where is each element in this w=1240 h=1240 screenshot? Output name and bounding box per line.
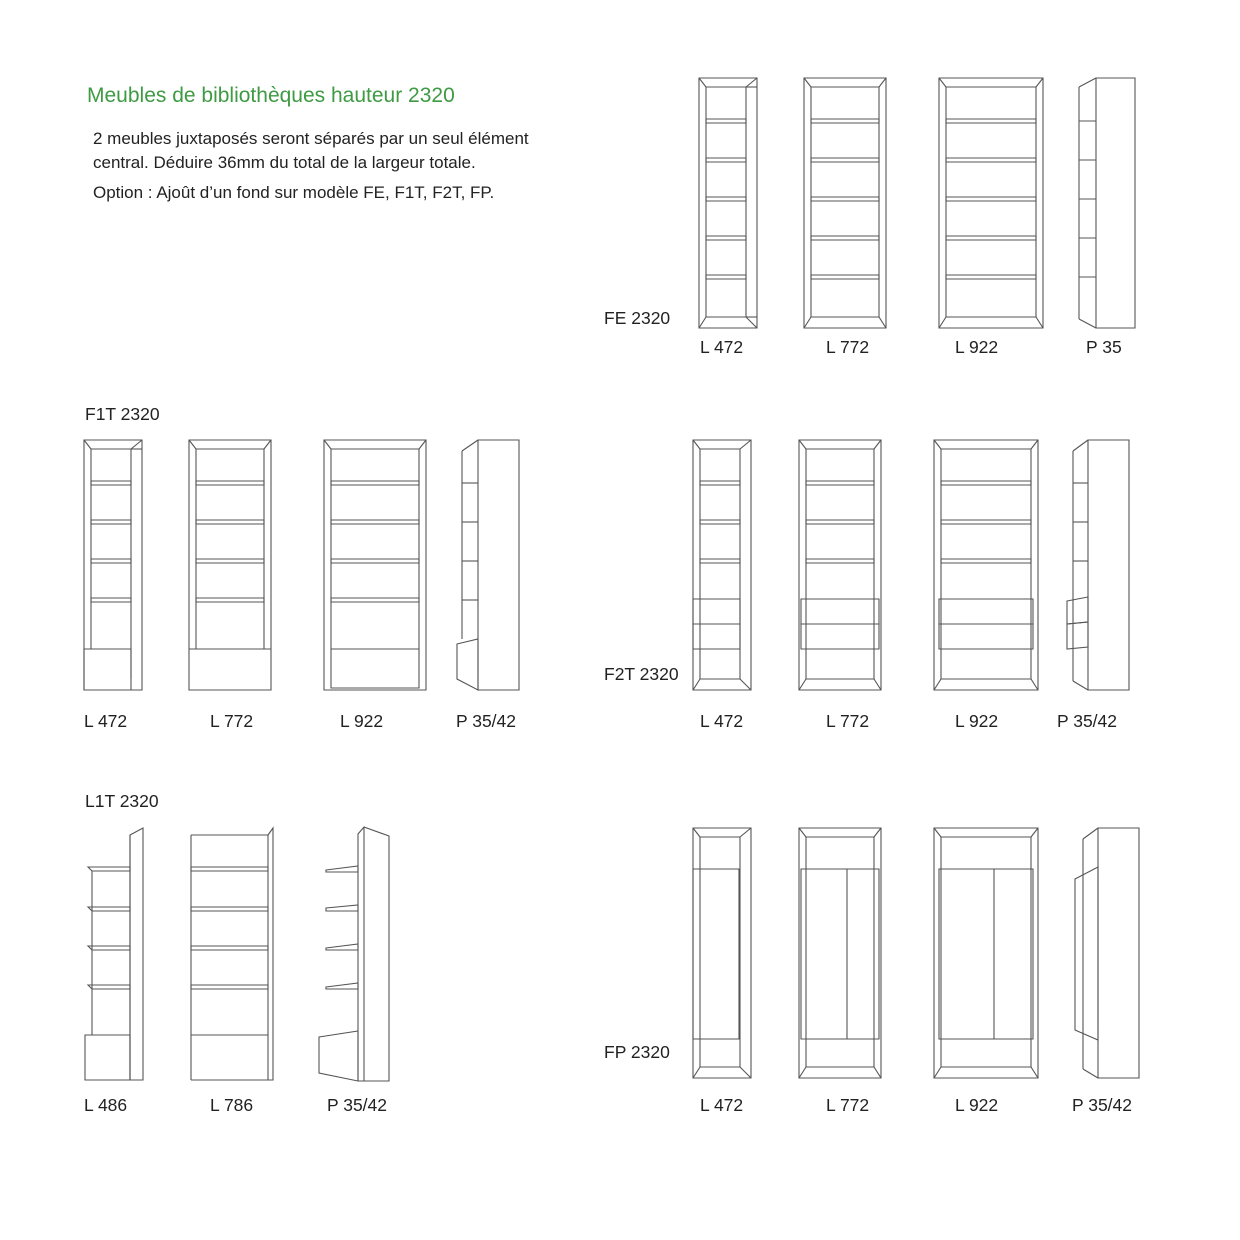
size-label-fp-4: P 35/42 xyxy=(1072,1095,1133,1115)
size-label-f1t-2: L 772 xyxy=(210,711,254,731)
page-title: Meubles de bibliothèques hauteur 2320 xyxy=(87,84,455,107)
cabinet-fe-922-drawing xyxy=(938,77,1044,329)
group-title-f2t: F2T 2320 xyxy=(604,664,679,684)
cabinet-f2t-472-drawing xyxy=(692,439,752,691)
cabinet-fp-472-drawing xyxy=(692,827,752,1079)
size-label-fe-4: P 35 xyxy=(1086,337,1122,357)
cabinet-fe-472-drawing xyxy=(698,77,758,329)
cabinet-fe-772-drawing xyxy=(803,77,887,329)
size-label-fp-1: L 472 xyxy=(700,1095,744,1115)
size-label-f1t-3: L 922 xyxy=(340,711,384,731)
cabinet-l1t-486-drawing xyxy=(84,827,144,1081)
size-label-l1t-3: P 35/42 xyxy=(327,1095,388,1115)
cabinet-f2t-772-drawing xyxy=(798,439,882,691)
size-label-fe-1: L 472 xyxy=(700,337,744,357)
group-title-fp: FP 2320 xyxy=(604,1042,670,1062)
size-label-l1t-2: L 786 xyxy=(210,1095,254,1115)
cabinet-f1t-side-drawing xyxy=(456,439,520,691)
cabinet-fp-side-drawing xyxy=(1074,827,1140,1079)
intro-option-line: Option : Ajoût d’un fond sur modèle FE, F1T, F2T, FP. xyxy=(93,183,495,202)
size-label-f2t-3: L 922 xyxy=(955,711,999,731)
cabinet-fp-772-drawing xyxy=(798,827,882,1079)
group-title-f1t: F1T 2320 xyxy=(85,404,160,424)
cabinet-l1t-side-drawing xyxy=(318,826,390,1082)
cabinet-f1t-772-drawing xyxy=(188,439,272,691)
cabinet-fp-922-drawing xyxy=(933,827,1039,1079)
size-label-l1t-1: L 486 xyxy=(84,1095,128,1115)
cabinet-f2t-side-drawing xyxy=(1066,439,1130,691)
cabinet-f2t-922-drawing xyxy=(933,439,1039,691)
group-title-l1t: L1T 2320 xyxy=(85,791,159,811)
cabinet-l1t-786-drawing xyxy=(190,827,274,1081)
size-label-fe-2: L 772 xyxy=(826,337,870,357)
cabinet-f1t-472-drawing xyxy=(83,439,143,691)
size-label-f1t-4: P 35/42 xyxy=(456,711,517,731)
intro-line-1: 2 meubles juxtaposés seront séparés par un seul élément xyxy=(93,129,529,148)
size-label-fp-2: L 772 xyxy=(826,1095,870,1115)
group-title-fe: FE 2320 xyxy=(604,308,671,328)
size-label-f2t-1: L 472 xyxy=(700,711,744,731)
intro-line-2: central. Déduire 36mm du total de la largeur totale. xyxy=(93,153,476,172)
size-label-f2t-2: L 772 xyxy=(826,711,870,731)
size-label-f1t-1: L 472 xyxy=(84,711,128,731)
size-label-fp-3: L 922 xyxy=(955,1095,999,1115)
cabinet-f1t-922-drawing xyxy=(323,439,427,691)
cabinet-fe-side-drawing xyxy=(1078,77,1136,329)
size-label-fe-3: L 922 xyxy=(955,337,999,357)
size-label-f2t-4: P 35/42 xyxy=(1057,711,1118,731)
